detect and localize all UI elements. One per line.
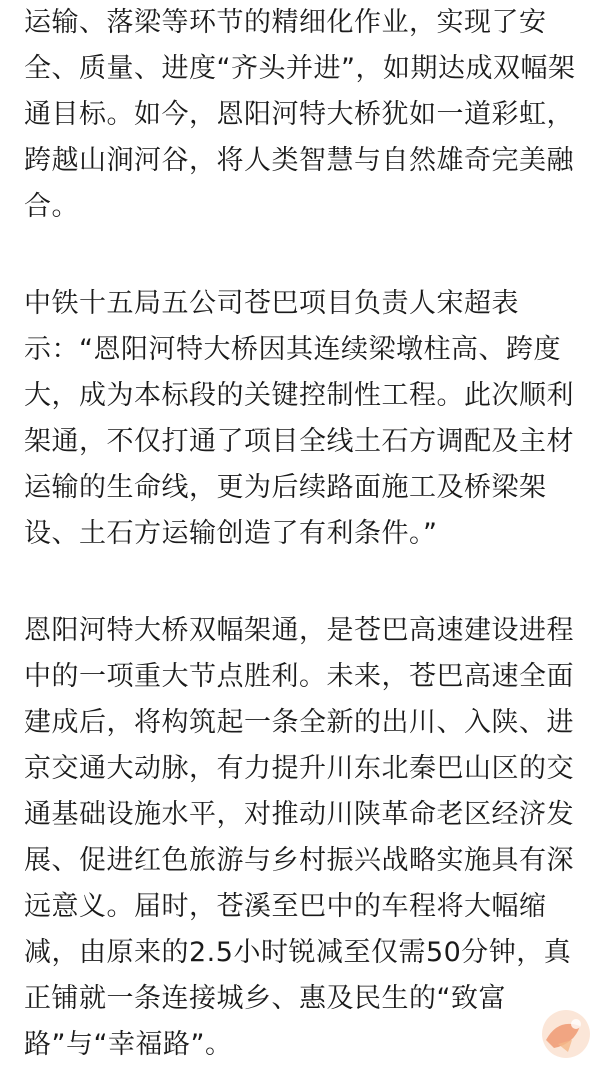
text-line: 通基础设施水平，对推动川陕革命老区经济发	[24, 799, 574, 830]
text-line: 设、土石方运输创造了有利条件。”	[24, 518, 438, 549]
text-line: 恩阳河特大桥双幅架通，是苍巴高速建设进程	[24, 615, 574, 646]
text-line: 架通，不仅打通了项目全线土石方调配及主材	[24, 426, 574, 457]
text-line: 正铺就一条连接城乡、惠及民生的“致富	[24, 983, 506, 1014]
text-line: 跨越山涧河谷，将人类智慧与自然雄奇完美融	[24, 145, 574, 176]
paragraph-spacer	[24, 557, 596, 608]
text-line: 大，成为本标段的关键控制性工程。此次顺利	[24, 380, 574, 411]
text-line: 展、促进红色旅游与乡村振兴战略实施具有深	[24, 845, 574, 876]
logo-watermark-icon	[528, 1004, 596, 1062]
paragraph-project-leader-quote	[24, 281, 596, 557]
text-line: 中铁十五局五公司苍巴项目负责人宋超表	[24, 288, 519, 319]
text-line: 示：“恩阳河特大桥因其连续梁墩柱高、跨度	[24, 334, 561, 365]
text-line: 通目标。如今，恩阳河特大桥犹如一道彩虹，	[24, 99, 574, 130]
text-line: 合。	[24, 191, 79, 222]
article-body	[24, 0, 596, 1068]
text-line: 建成后，将构筑起一条全新的出川、入陕、进	[24, 707, 574, 738]
paragraph-spacer	[24, 230, 596, 281]
text-line: 减，由原来的2.5小时锐减至仅需50分钟，真	[24, 937, 572, 968]
text-line: 中的一项重大节点胜利。未来，苍巴高速全面	[24, 661, 574, 692]
text-line: 远意义。届时，苍溪至巴中的车程将大幅缩	[24, 891, 547, 922]
paragraph-significance	[24, 608, 596, 1068]
text-line: 运输的生命线，更为后续路面施工及桥梁架	[24, 472, 547, 503]
text-line: 运输、落梁等环节的精细化作业，实现了安	[24, 7, 547, 38]
text-line: 路”与“幸福路”。	[24, 1029, 233, 1060]
text-line: 京交通大动脉，有力提升川东北秦巴山区的交	[24, 753, 574, 784]
paragraph-construction-result	[24, 0, 596, 230]
text-line: 全、质量、进度“齐头并进”，如期达成双幅架	[24, 53, 576, 84]
